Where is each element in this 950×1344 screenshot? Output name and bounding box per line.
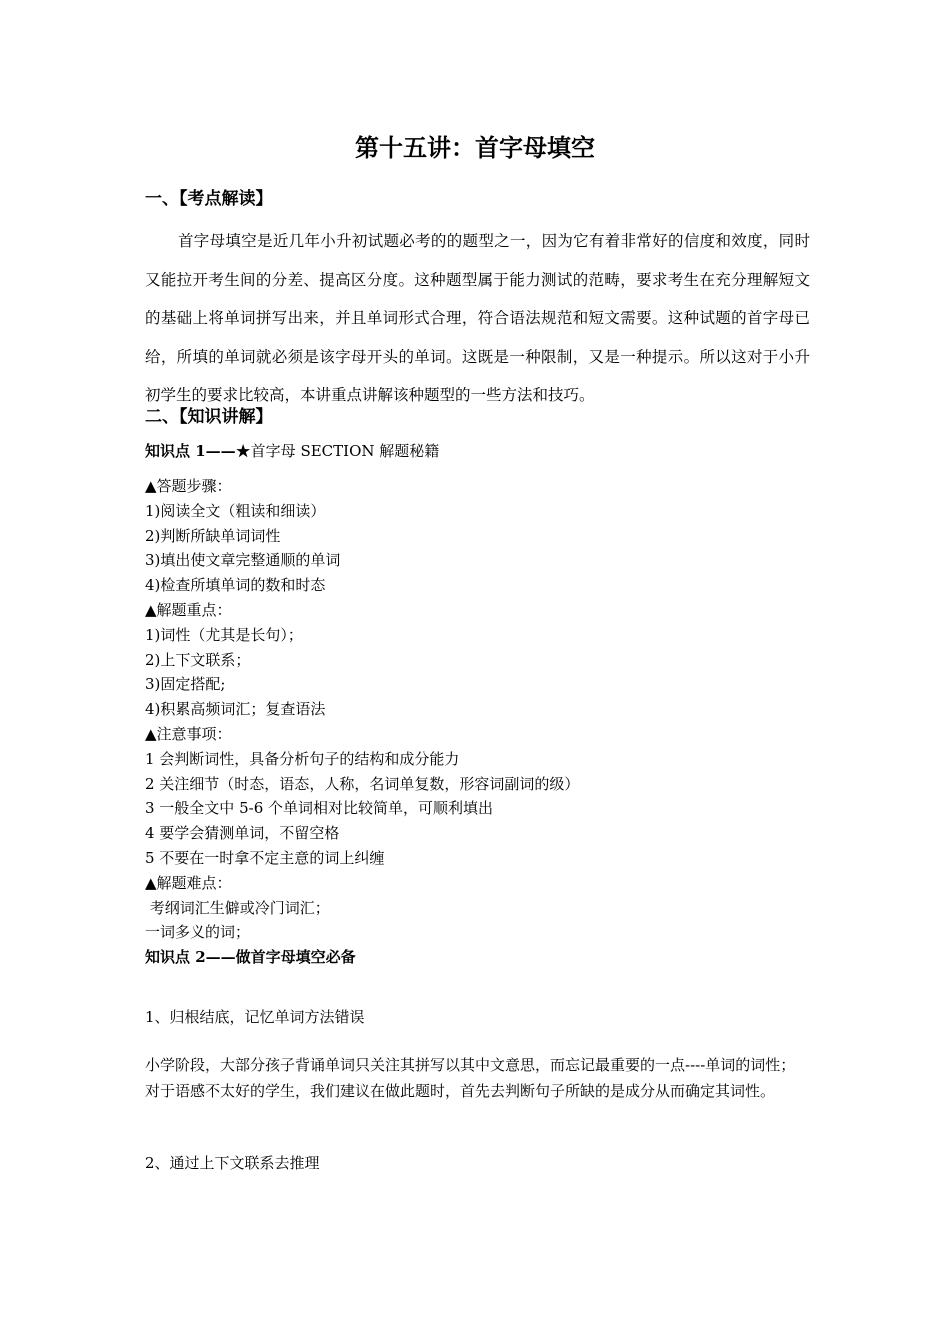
point-1-body: 小学阶段，大部分孩子背诵单词只关注其拼写以其中文意思，而忘记最重要的一点----单词的词性；对于语感不太好的学生，我们建议在做此题时，首先去判断句子所缺的是成分从而确定其词性。 bbox=[145, 1056, 796, 1100]
list-item: 2 关注细节（时态，语态，人称，名词单复数，形容词副词的级） bbox=[145, 774, 580, 793]
list-item: 1 会判断词性，具备分析句子的结构和成分能力 bbox=[145, 749, 460, 768]
knowledge-point-1 bbox=[145, 440, 439, 462]
list-item: 2)判断所缺单词词性 bbox=[145, 526, 281, 545]
list-item: 4)积累高频词汇；复查语法 bbox=[145, 700, 326, 719]
point-1-title: 1、归根结底，记忆单词方法错误 bbox=[145, 1008, 365, 1026]
list-item: 1)阅读全文（粗读和细读） bbox=[145, 501, 326, 520]
page-title: 第十五讲：首字母填空 bbox=[355, 133, 595, 162]
list-item: 4)检查所填单词的数和时态 bbox=[145, 576, 326, 595]
list-item: 考纲词汇生僻或冷门词汇； bbox=[145, 898, 330, 917]
list-item: ▲注意事项： bbox=[145, 724, 232, 743]
point-2-title: 2、通过上下文联系去推理 bbox=[145, 1154, 320, 1172]
section-heading-exam-points: 一、【考点解读】 bbox=[145, 189, 273, 209]
list-item: 3)填出使文章完整通顺的单词 bbox=[145, 551, 341, 570]
list-item: ▲解题重点： bbox=[145, 600, 232, 619]
tips-list bbox=[145, 474, 825, 970]
knowledge-point-2: 知识点 2——做首字母填空必备 bbox=[145, 948, 356, 967]
list-item: 一词多义的词； bbox=[145, 923, 251, 942]
list-item: ▲答题步骤： bbox=[145, 477, 232, 495]
list-item: 5 不要在一时拿不定主意的词上纠缠 bbox=[145, 848, 385, 867]
intro-paragraph: 首字母填空是近几年小升初试题必考的的题型之一，因为它有着非常好的信度和效度，同时又能拉开考生间的分差、提高区分度。这种题型属于能力测试的范畴，要求考生在充分理解短文的基础上将单词拼写出来，并且单词形式合理，符合语法规范和短文需要。这种试题的首字母已给，所填的单词就必须是该字母开头的单词。这既是一种限制，又是一种提示。所以这对于小升初学生的要求比较高，本讲重点讲解该种题型的一些方法和技巧。 bbox=[145, 232, 810, 404]
list-item: 1)词性（尤其是长句）； bbox=[145, 625, 303, 644]
section-heading-knowledge: 二、【知识讲解】 bbox=[145, 407, 273, 427]
list-item: 2)上下文联系； bbox=[145, 650, 251, 669]
list-item: 3)固定搭配; bbox=[145, 675, 226, 694]
list-item: 3 一般全文中 5-6 个单词相对比较简单，可顺利填出 bbox=[145, 799, 494, 818]
list-item: ▲解题难点： bbox=[145, 873, 232, 892]
knowledge-point-1-title: ★首字母 SECTION 解题秘籍 bbox=[235, 442, 440, 460]
list-item: 4 要学会猜测单词，不留空格 bbox=[145, 824, 340, 843]
knowledge-point-1-label: 知识点 1—— bbox=[145, 442, 236, 460]
